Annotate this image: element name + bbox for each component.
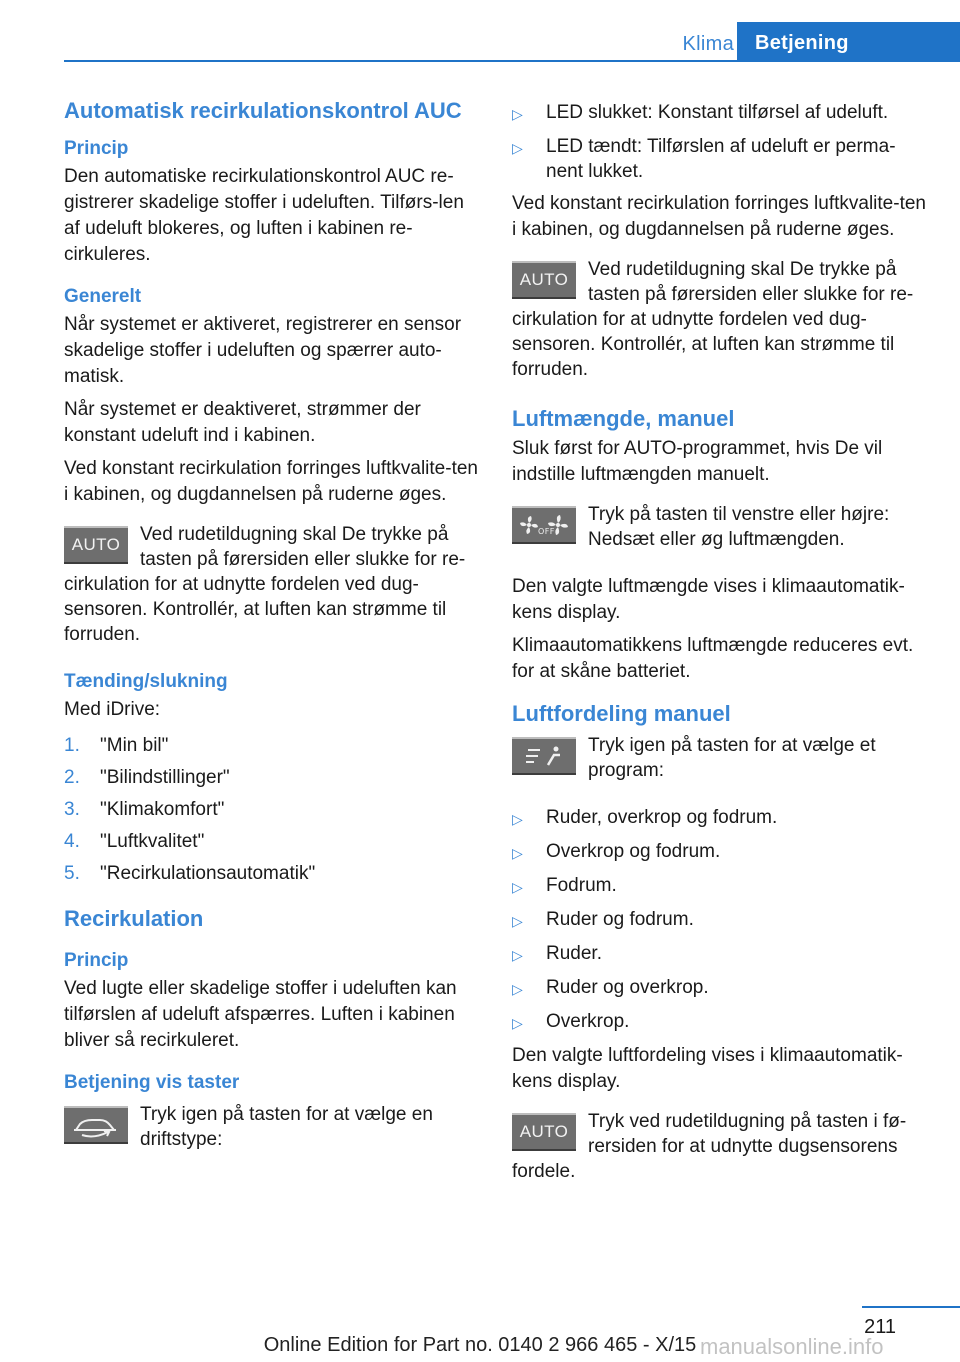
recirculation-car-icon (64, 1106, 128, 1144)
list-item: ▷ Overkrop og fodrum. (512, 839, 932, 866)
list-item: 2. "Bilindstillinger" (64, 767, 230, 788)
recirk-princip-heading: Princip (64, 950, 129, 971)
fan-note-text: Tryk på tasten til venstre eller højre: Nedsæt eller øg luftmængden. (588, 504, 890, 550)
auto-button-icon: AUTO (64, 526, 128, 564)
list-item: ▷ LED tændt: Tilførslen af udeluft er perma-nent lukket. (512, 136, 896, 182)
list-item: 3. "Klimakomfort" (64, 799, 225, 820)
header-rule (64, 60, 960, 62)
generelt-p2: Når systemet er deaktiveret, strømmer der konstant udeluft ind i kabinen. (64, 399, 421, 446)
triangle-bullet-icon: ▷ (512, 140, 523, 156)
fan-note (512, 502, 932, 552)
list-item: ▷ Overkrop. (512, 1009, 932, 1036)
left-column (64, 96, 484, 1174)
fordeling-display-text: Den valgte luftfordeling vises i klimaautomatik-kens display. (512, 1045, 903, 1092)
taending-intro: Med iDrive: (64, 699, 161, 720)
recirc-note-text: Tryk igen på tasten for at vælge en driftstype: (140, 1104, 433, 1150)
auto-note-right-2 (512, 1109, 932, 1184)
luftfordeling-title: Luftfordeling manuel (512, 701, 731, 726)
list-item: ▷ Ruder og overkrop. (512, 975, 932, 1002)
generelt-heading: Generelt (64, 286, 142, 307)
recirk-princip-text: Ved lugte eller skadelige stoffer i udeluften kan tilførslen af udeluft afspærres. Luften i kabinen bliver så recirkuleret. (64, 978, 457, 1051)
fan-speed-icon (512, 506, 576, 544)
luftmaengde-display-text: Den valgte luftmængde vises i klimaautomatik-kens display. (512, 576, 905, 623)
list-item: ▷ Ruder, overkrop og fodrum. (512, 805, 932, 832)
triangle-bullet-icon: ▷ (512, 947, 523, 963)
edition-footer: Online Edition for Part no. 0140 2 966 465 - X/15 (263, 1334, 697, 1356)
auto-note-text: Ved rudetildugning skal De trykke på tasten på førersiden eller slukke for re-cirkulation for at udnytte fordelen ved dug-sensoren. Kontrollér, at luften kan strømme til forruden. (64, 524, 466, 645)
list-item: ▷ LED slukket: Konstant tilførsel af udeluft. (512, 100, 932, 127)
recirkulation-title: Recirkulation (64, 906, 204, 931)
list-item: ▷ Ruder. (512, 941, 932, 968)
luftmaengde-title: Luftmængde, manuel (512, 406, 735, 431)
page-header (0, 0, 960, 62)
led-list (512, 100, 932, 184)
luftmaengde-text: Sluk først for AUTO-programmet, hvis De vil indstille luftmængden manuelt. (512, 438, 883, 485)
idrive-steps (64, 730, 484, 890)
triangle-bullet-icon: ▷ (512, 845, 523, 861)
svg-text:OFF: OFF (538, 527, 555, 536)
list-item: 4. "Luftkvalitet" (64, 831, 205, 852)
page-number: 211 (864, 1316, 896, 1338)
luftmaengde-battery-text: Klimaautomatikkens luftmængde reduceres evt. for at skåne batteriet. (512, 635, 914, 682)
princip-text: Den automatiske recirkulationskontrol AUC re-gistrerer skadelige stoffer i udeluften. Tilførs-len af udeluft blokeres, og luften i kabinen re-cirkuleres. (64, 166, 464, 265)
auto-note-right (512, 257, 932, 382)
right-column (512, 96, 932, 1206)
recirc-note (64, 1102, 484, 1152)
section-tab-betjening: Betjening (737, 22, 960, 60)
watermark: manualsonline.info (700, 1334, 884, 1359)
betjening-heading: Betjening vis taster (64, 1072, 240, 1093)
triangle-bullet-icon: ▷ (512, 879, 523, 895)
generelt-p1: Når systemet er aktiveret, registrerer en sensor skadelige stoffer i udeluften og spærrer auto-matisk. (64, 314, 462, 387)
auto-note (64, 522, 484, 647)
auto-button-icon: AUTO (512, 261, 576, 299)
triangle-bullet-icon: ▷ (512, 106, 523, 122)
list-item: ▷ Ruder og fodrum. (512, 907, 932, 934)
air-distribution-icon (512, 737, 576, 775)
triangle-bullet-icon: ▷ (512, 811, 523, 827)
list-item: 1. "Min bil" (64, 735, 169, 756)
footer-rule (862, 1306, 960, 1308)
fordeling-note (512, 733, 932, 783)
auto-note-right-2-text: Tryk ved rudetildugning på tasten i fø-rersiden for at udnytte dugsensorens fordele. (512, 1111, 907, 1182)
fordeling-note-text: Tryk igen på tasten for at vælge et program: (588, 735, 876, 781)
auc-title: Automatisk recirkulationskontrol AUC (64, 98, 462, 123)
triangle-bullet-icon: ▷ (512, 913, 523, 929)
auto-button-icon: AUTO (512, 1113, 576, 1151)
generelt-p3: Ved konstant recirkulation forringes luftkvalite-ten i kabinen, og dugdannelsen på ruderne øges. (64, 458, 478, 505)
recirk-quality-text: Ved konstant recirkulation forringes luftkvalite-ten i kabinen, og dugdannelsen på ruderne øges. (512, 193, 926, 240)
taending-heading: Tænding/slukning (64, 671, 228, 692)
triangle-bullet-icon: ▷ (512, 981, 523, 997)
fordeling-list (512, 805, 932, 1036)
princip-heading: Princip (64, 138, 129, 159)
triangle-bullet-icon: ▷ (512, 1015, 523, 1031)
section-tab-klima: Klima (682, 33, 734, 55)
auto-note-right-text: Ved rudetildugning skal De trykke på tasten på førersiden eller slukke for re-cirkulation for at udnytte fordelen ved dug-sensoren. Kontrollér, at luften kan strømme til forruden. (512, 259, 914, 380)
list-item: 5. "Recirkulationsautomatik" (64, 863, 316, 884)
list-item: ▷ Fodrum. (512, 873, 932, 900)
